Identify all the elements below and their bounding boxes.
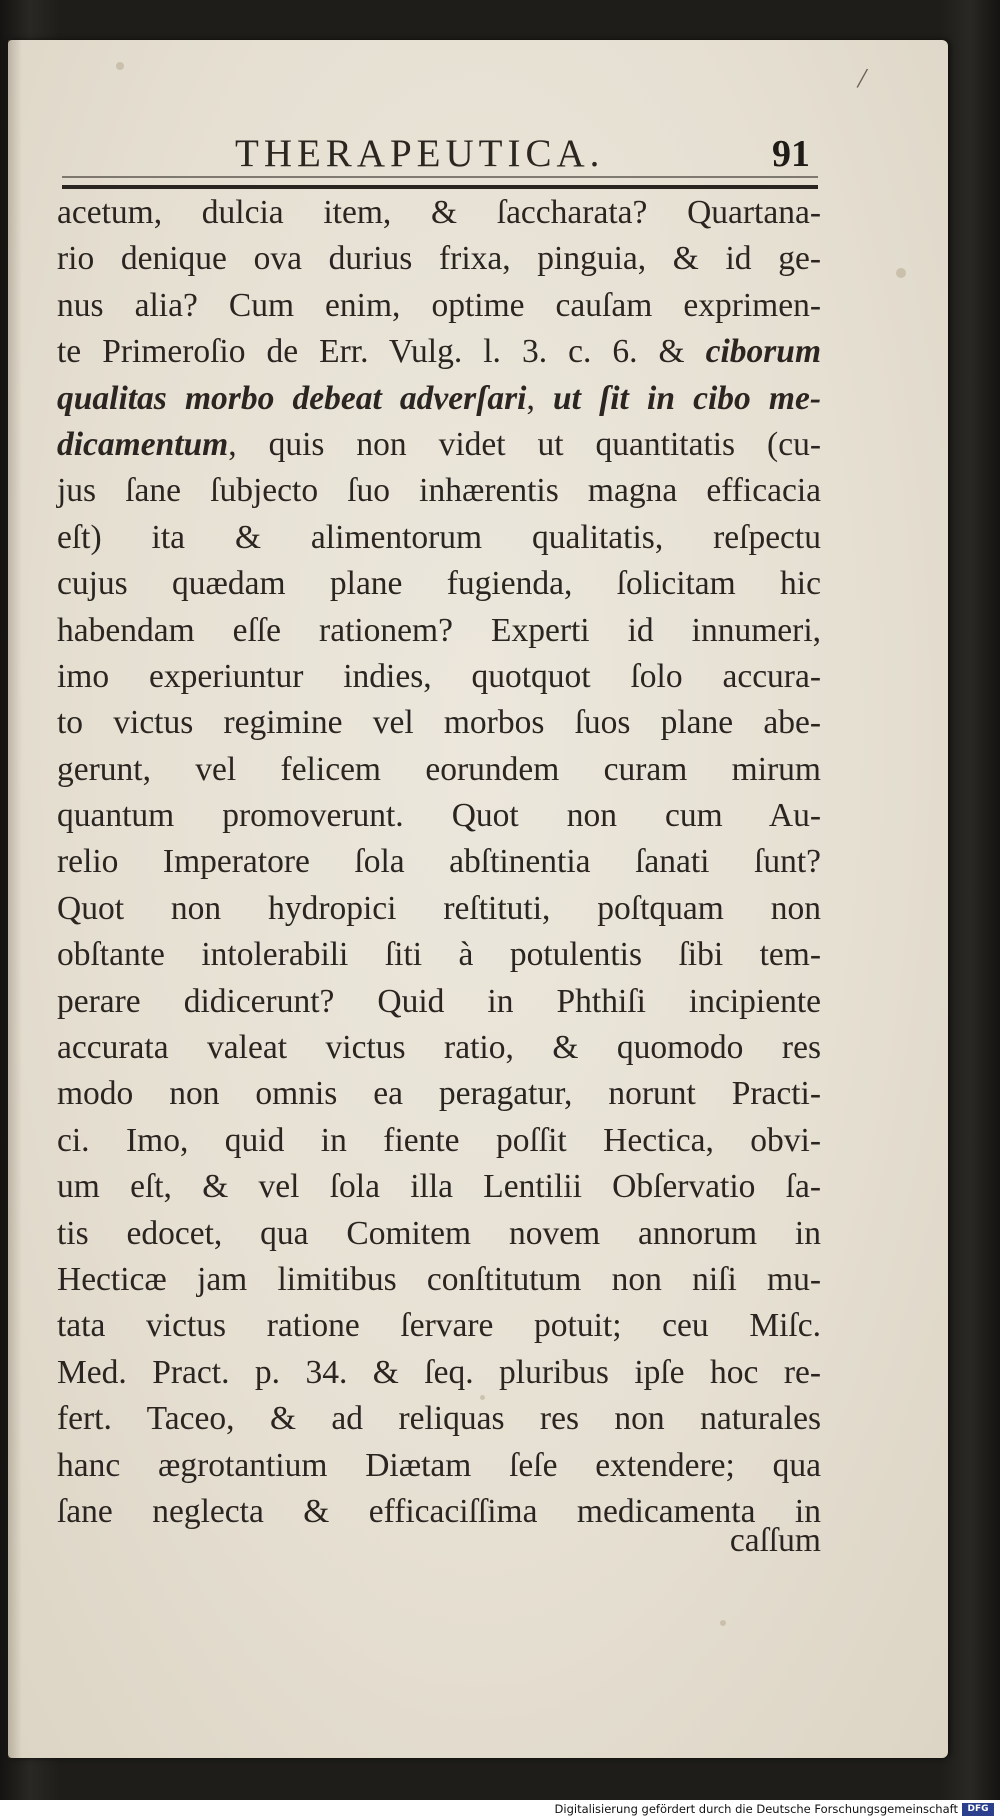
text-line: perare didicerunt? Quid in Phthiſi incipiente: [57, 982, 821, 1020]
text-line: fert. Taceo, & ad reliquas res non naturales: [57, 1400, 821, 1438]
text-line: [57, 376, 821, 422]
italic-span: ut ſit in cibo me-: [553, 379, 822, 417]
paper-speck: [720, 1620, 726, 1626]
italic-span: qualitas morbo debeat adverſari: [57, 379, 527, 417]
text-line: hanc ægrotantium Diætam ſeſe extendere; qua: [57, 1446, 821, 1484]
text-line: relio Imperatore ſola abſtinentia ſanati ſunt?: [57, 843, 821, 881]
text-line: imo experiuntur indies, quotquot ſolo accura-: [57, 657, 821, 695]
catchword: caſſum: [729, 1522, 821, 1559]
text-line: rio denique ova durius frixa, pinguia, & id ge-: [57, 240, 821, 278]
text-line: modo non omnis ea peragatur, norunt Practi-: [57, 1075, 821, 1113]
margin-pencil-mark: /: [855, 61, 870, 96]
text-line: quantum promoverunt. Quot non cum Au-: [57, 797, 821, 835]
header-rule: [62, 185, 818, 189]
text-line: Quot non hydropici reſtituti, poſtquam non: [57, 889, 821, 927]
text-span: te Primeroſio de Err. Vulg. l. 3. c. 6. &: [57, 333, 706, 371]
text-line: cujus quædam plane fugienda, ſolicitam hic: [57, 565, 821, 603]
text-line: tis edocet, qua Comitem novem annorum in: [57, 1214, 821, 1252]
text-line: Med. Pract. p. 34. & ſeq. pluribus ipſe hoc re-: [57, 1353, 821, 1391]
text-line: [57, 329, 821, 375]
italic-span: dicamentum: [57, 425, 229, 463]
text-line: tata victus ratione ſervare potuit; ceu Miſc.: [57, 1307, 821, 1345]
page-edge-shadow: [8, 40, 22, 1758]
paper-speck: [116, 62, 124, 70]
text-span: ,: [526, 379, 553, 417]
text-line: accurata valeat victus ratio, & quomodo res: [57, 1029, 821, 1067]
text-line: um eſt, & vel ſola illa Lentilii Obſervatio ſa-: [57, 1168, 821, 1206]
text-line: obſtante intolerabili ſiti à potulentis ſibi tem-: [57, 936, 821, 974]
text-line: [57, 422, 821, 468]
paper-speck: [896, 268, 906, 278]
running-title: THERAPEUTICA.: [235, 132, 605, 175]
text-line: eſt) ita & alimentorum qualitatis, reſpectu: [57, 518, 821, 556]
paper-speck: [480, 1395, 485, 1400]
text-line: jus ſane ſubjecto ſuo inhærentis magna efficacia: [57, 472, 821, 510]
text-line: gerunt, vel felicem eorundem curam mirum: [57, 750, 821, 788]
dfg-logo: DFG: [962, 1803, 994, 1816]
page-number: 91: [772, 133, 810, 175]
body-text: [57, 190, 821, 1535]
text-line: habendam eſſe rationem? Experti id innumeri,: [57, 611, 821, 649]
header-rule-thin: [62, 176, 818, 178]
text-line: Hecticæ jam limitibus conſtitutum non niſi mu-: [57, 1260, 821, 1298]
text-line: nus alia? Cum enim, optime cauſam exprimen-: [57, 286, 821, 324]
text-line: ſane neglecta & efficaciſſima medicamenta in: [57, 1492, 821, 1530]
text-line: to victus regimine vel morbos ſuos plane abe-: [57, 704, 821, 742]
text-span: , quis non videt ut quantitatis (cu-: [228, 425, 821, 463]
funding-credit: Digitalisierung gefördert durch die Deutsche Forschungsgemeinschaft: [554, 1802, 958, 1816]
text-line: ci. Imo, quid in fiente poſſit Hectica, obvi-: [57, 1121, 821, 1159]
text-line: acetum, dulcia item, & ſaccharata? Quartana-: [57, 194, 821, 231]
italic-span: ciborum: [705, 333, 821, 371]
